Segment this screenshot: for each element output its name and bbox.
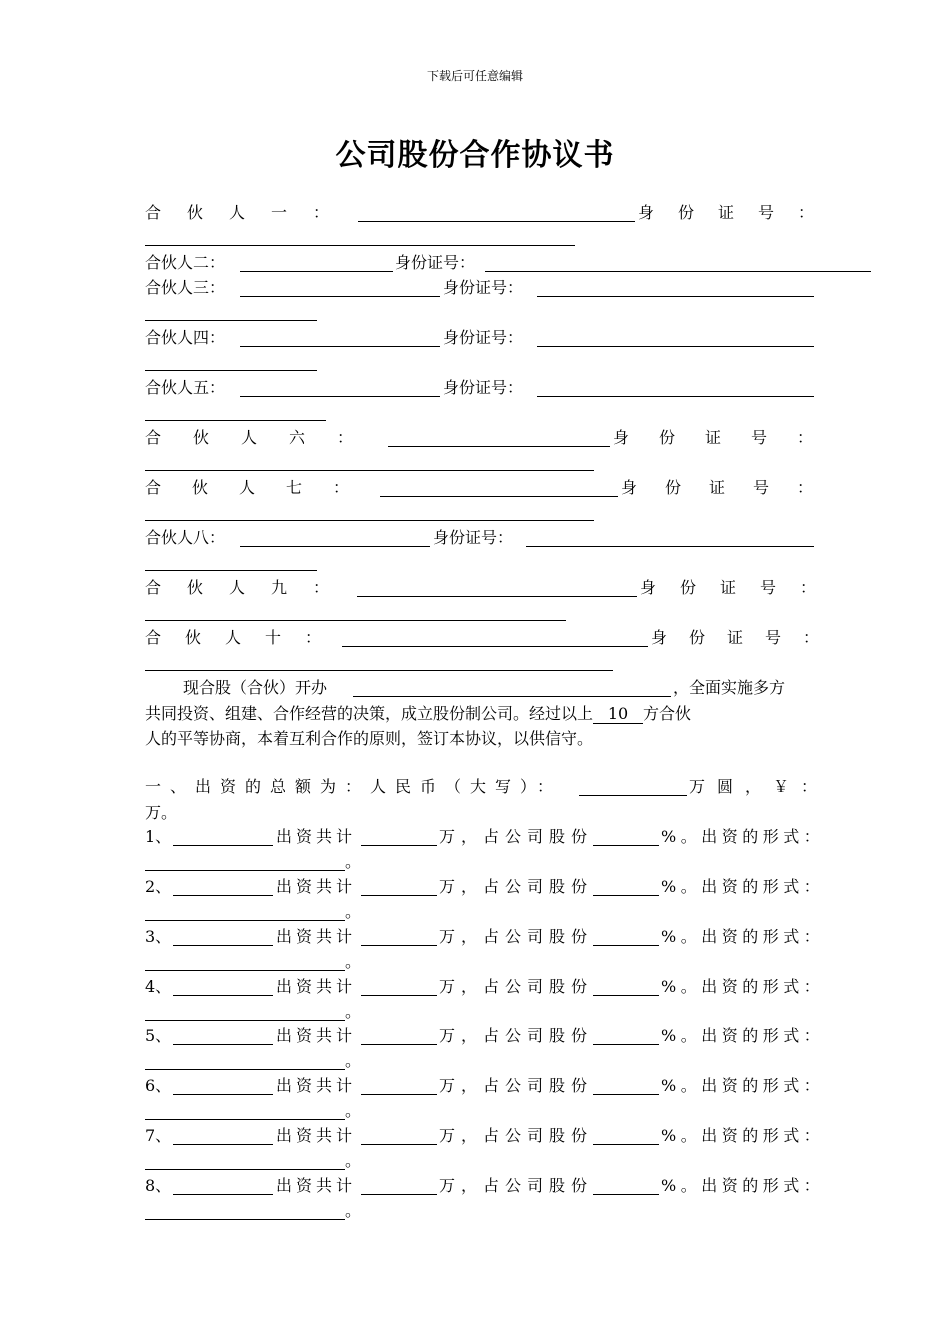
name-field[interactable] [240, 296, 440, 297]
contributor-field[interactable] [173, 1044, 273, 1045]
id-label: 身份证号： [640, 578, 841, 597]
contrib-text: 万，占公司股份 [439, 877, 594, 896]
id-number-field[interactable] [145, 470, 594, 471]
partner-label: 合伙人一： [145, 203, 356, 222]
partner-row [145, 276, 825, 300]
item-number: 8、 [145, 1176, 172, 1195]
contributor-field[interactable] [173, 995, 273, 996]
contributor-field[interactable] [173, 845, 273, 846]
contrib-text: 万，占公司股份 [439, 1126, 594, 1145]
contrib-text: %。出资的形式： [661, 1076, 825, 1095]
amount-field[interactable] [361, 1144, 437, 1145]
contrib-text: 出资共计 [276, 1176, 357, 1195]
partner-row [145, 626, 842, 650]
partner-label: 合伙人十： [145, 628, 346, 647]
end-mark: 。 [345, 1051, 362, 1070]
id-label: 身份证号： [613, 428, 844, 447]
id-field-row [145, 550, 325, 574]
share-percent-field[interactable] [593, 1044, 659, 1045]
header-note: 下载后可任意编辑 [426, 69, 523, 83]
form-field[interactable] [145, 920, 345, 921]
id-label: 身份证号： [651, 628, 842, 647]
contribution-row [145, 1174, 825, 1198]
form-field[interactable] [145, 870, 345, 871]
amount-field[interactable] [361, 945, 437, 946]
end-mark: 。 [345, 1151, 362, 1170]
intro-text: ，全面实施多方 [673, 678, 786, 697]
contribution-form-row [145, 1149, 365, 1173]
id-field-row [145, 650, 625, 674]
amount-field[interactable] [361, 845, 437, 846]
contrib-text: %。出资的形式： [661, 827, 825, 846]
contribution-row [145, 875, 825, 899]
partner-row [145, 326, 825, 350]
name-field[interactable] [342, 646, 648, 647]
partner-row [145, 201, 839, 225]
id-number-field[interactable] [145, 620, 566, 621]
name-field[interactable] [240, 346, 440, 347]
share-percent-field[interactable] [593, 1194, 659, 1195]
share-percent-field[interactable] [593, 1144, 659, 1145]
partner-label: 合伙人四： [145, 328, 226, 347]
share-percent-field[interactable] [593, 1094, 659, 1095]
name-field[interactable] [358, 221, 635, 222]
contrib-text: 出资共计 [276, 1026, 357, 1045]
contribution-row [145, 1024, 825, 1048]
contrib-text: %。出资的形式： [661, 877, 825, 896]
share-percent-field[interactable] [593, 845, 659, 846]
section-1-title: 一、出资的总额为：人民币（大写）： [145, 777, 563, 796]
partner-label: 合伙人五： [145, 378, 226, 397]
intro-line-3 [145, 726, 593, 749]
amount-field[interactable] [361, 995, 437, 996]
item-number: 6、 [145, 1076, 172, 1095]
name-field[interactable] [240, 396, 440, 397]
contributor-field[interactable] [173, 895, 273, 896]
company-name-field[interactable] [353, 696, 671, 697]
partner-count[interactable]: 10 [593, 705, 643, 724]
contrib-text: 万，占公司股份 [439, 1076, 594, 1095]
contribution-form-row [145, 1049, 365, 1073]
end-mark: 。 [345, 902, 362, 921]
partner-row [145, 251, 875, 275]
name-field[interactable] [240, 271, 393, 272]
share-percent-field[interactable] [593, 895, 659, 896]
contrib-text: 出资共计 [276, 1076, 357, 1095]
contributor-field[interactable] [173, 1194, 273, 1195]
intro-line-2 [145, 701, 691, 724]
intro-text: 方合伙 [643, 704, 692, 723]
id-label: 身份证号： [395, 253, 476, 272]
id-field-row [145, 600, 575, 624]
contributor-field[interactable] [173, 1144, 273, 1145]
contrib-text: 出资共计 [276, 827, 357, 846]
end-mark: 。 [345, 952, 362, 971]
id-number-continuation[interactable] [145, 570, 317, 571]
id-label: 身份证号： [433, 528, 514, 547]
item-number: 1、 [145, 827, 172, 846]
intro-text: 现合股（合伙）开办 [183, 678, 328, 697]
id-label: 身份证号： [621, 478, 842, 497]
name-field[interactable] [240, 546, 430, 547]
id-label: 身份证号： [443, 328, 524, 347]
name-field[interactable] [357, 596, 637, 597]
contribution-row [145, 1124, 825, 1148]
item-number: 7、 [145, 1126, 172, 1145]
item-number: 3、 [145, 927, 172, 946]
amount-field[interactable] [361, 895, 437, 896]
contribution-form-row [145, 1000, 365, 1024]
contribution-form-row [145, 850, 365, 874]
contrib-text: 万，占公司股份 [439, 827, 594, 846]
id-label: 身份证号： [638, 203, 839, 222]
contribution-form-row [145, 1099, 365, 1123]
id-number-field[interactable] [485, 271, 871, 272]
id-number-continuation[interactable] [145, 370, 317, 371]
amount-field[interactable] [361, 1044, 437, 1045]
contrib-text: %。出资的形式： [661, 977, 825, 996]
id-field-row [145, 450, 605, 474]
id-number-field[interactable] [537, 346, 814, 347]
amount-field[interactable] [361, 1194, 437, 1195]
contrib-text: 万，占公司股份 [439, 977, 594, 996]
contribution-form-row [145, 900, 365, 924]
partner-label: 合伙人六： [145, 428, 386, 447]
contrib-text: %。出资的形式： [661, 1126, 825, 1145]
contribution-row [145, 975, 825, 999]
id-field-row [145, 350, 325, 374]
partner-label: 合伙人七： [145, 478, 381, 497]
partner-label: 合伙人二： [145, 253, 226, 272]
contributor-field[interactable] [173, 945, 273, 946]
partner-row [145, 526, 825, 550]
partner-row [145, 576, 841, 600]
id-number-field[interactable] [145, 245, 575, 246]
contributor-field[interactable] [173, 1094, 273, 1095]
contrib-text: 万，占公司股份 [439, 1026, 594, 1045]
form-field[interactable] [145, 970, 345, 971]
partner-label: 合伙人九： [145, 578, 356, 597]
partner-row [145, 426, 844, 450]
contrib-text: %。出资的形式： [661, 927, 825, 946]
id-number-field[interactable] [145, 520, 594, 521]
end-mark: 。 [345, 1201, 362, 1220]
item-number: 2、 [145, 877, 172, 896]
share-percent-field[interactable] [593, 945, 659, 946]
id-field-row [145, 225, 585, 249]
name-field[interactable] [388, 446, 610, 447]
id-number-continuation[interactable] [145, 420, 326, 421]
partner-label: 合伙人八： [145, 528, 226, 547]
partner-row [145, 476, 842, 500]
form-field[interactable] [145, 1169, 345, 1170]
partner-label: 合伙人三： [145, 278, 226, 297]
contrib-text: 万，占公司股份 [439, 1176, 594, 1195]
contrib-text: 出资共计 [276, 927, 357, 946]
amount-field[interactable] [361, 1094, 437, 1095]
contrib-text: %。出资的形式： [661, 1026, 825, 1045]
id-number-field[interactable] [537, 396, 814, 397]
form-field[interactable] [145, 1020, 345, 1021]
item-number: 5、 [145, 1026, 172, 1045]
partner-row [145, 376, 825, 400]
name-field[interactable] [380, 496, 618, 497]
share-percent-field[interactable] [593, 995, 659, 996]
form-field[interactable] [145, 1069, 345, 1070]
id-field-row [145, 500, 605, 524]
section-1-unit [145, 800, 177, 823]
contrib-text: 出资共计 [276, 877, 357, 896]
id-number-field[interactable] [526, 546, 814, 547]
total-amount-field[interactable] [579, 795, 687, 796]
intro-text: 共同投资、组建、合作经营的决策，成立股份制公司。经过以上 [145, 704, 594, 723]
contrib-text: %。出资的形式： [661, 1176, 825, 1195]
end-mark: 。 [345, 1101, 362, 1120]
contrib-text: 出资共计 [276, 977, 357, 996]
form-field[interactable] [145, 1119, 345, 1120]
contribution-row [145, 925, 825, 949]
contribution-row [145, 1074, 825, 1098]
form-field[interactable] [145, 1219, 345, 1220]
id-number-field[interactable] [145, 670, 613, 671]
end-mark: 。 [345, 852, 362, 871]
contrib-text: 万，占公司股份 [439, 927, 594, 946]
contribution-row [145, 825, 825, 849]
document-title: 公司股份合作协议书 [335, 138, 615, 173]
id-number-field[interactable] [537, 296, 814, 297]
contribution-form-row [145, 1199, 365, 1223]
item-number: 4、 [145, 977, 172, 996]
contrib-text: 出资共计 [276, 1126, 357, 1145]
id-number-continuation[interactable] [145, 320, 317, 321]
id-field-row [145, 300, 325, 324]
unit-text: 万。 [145, 803, 178, 822]
contribution-form-row [145, 950, 365, 974]
id-label: 身份证号： [443, 278, 524, 297]
id-label: 身份证号： [443, 378, 524, 397]
intro-text: 人的平等协商，本着互利合作的原则，签订本协议，以供信守。 [145, 729, 594, 748]
intro-line-1 [145, 676, 825, 700]
section-1-heading [145, 775, 830, 799]
id-field-row [145, 400, 335, 424]
end-mark: 。 [345, 1002, 362, 1021]
unit-text: 万圆，￥： [689, 777, 830, 796]
